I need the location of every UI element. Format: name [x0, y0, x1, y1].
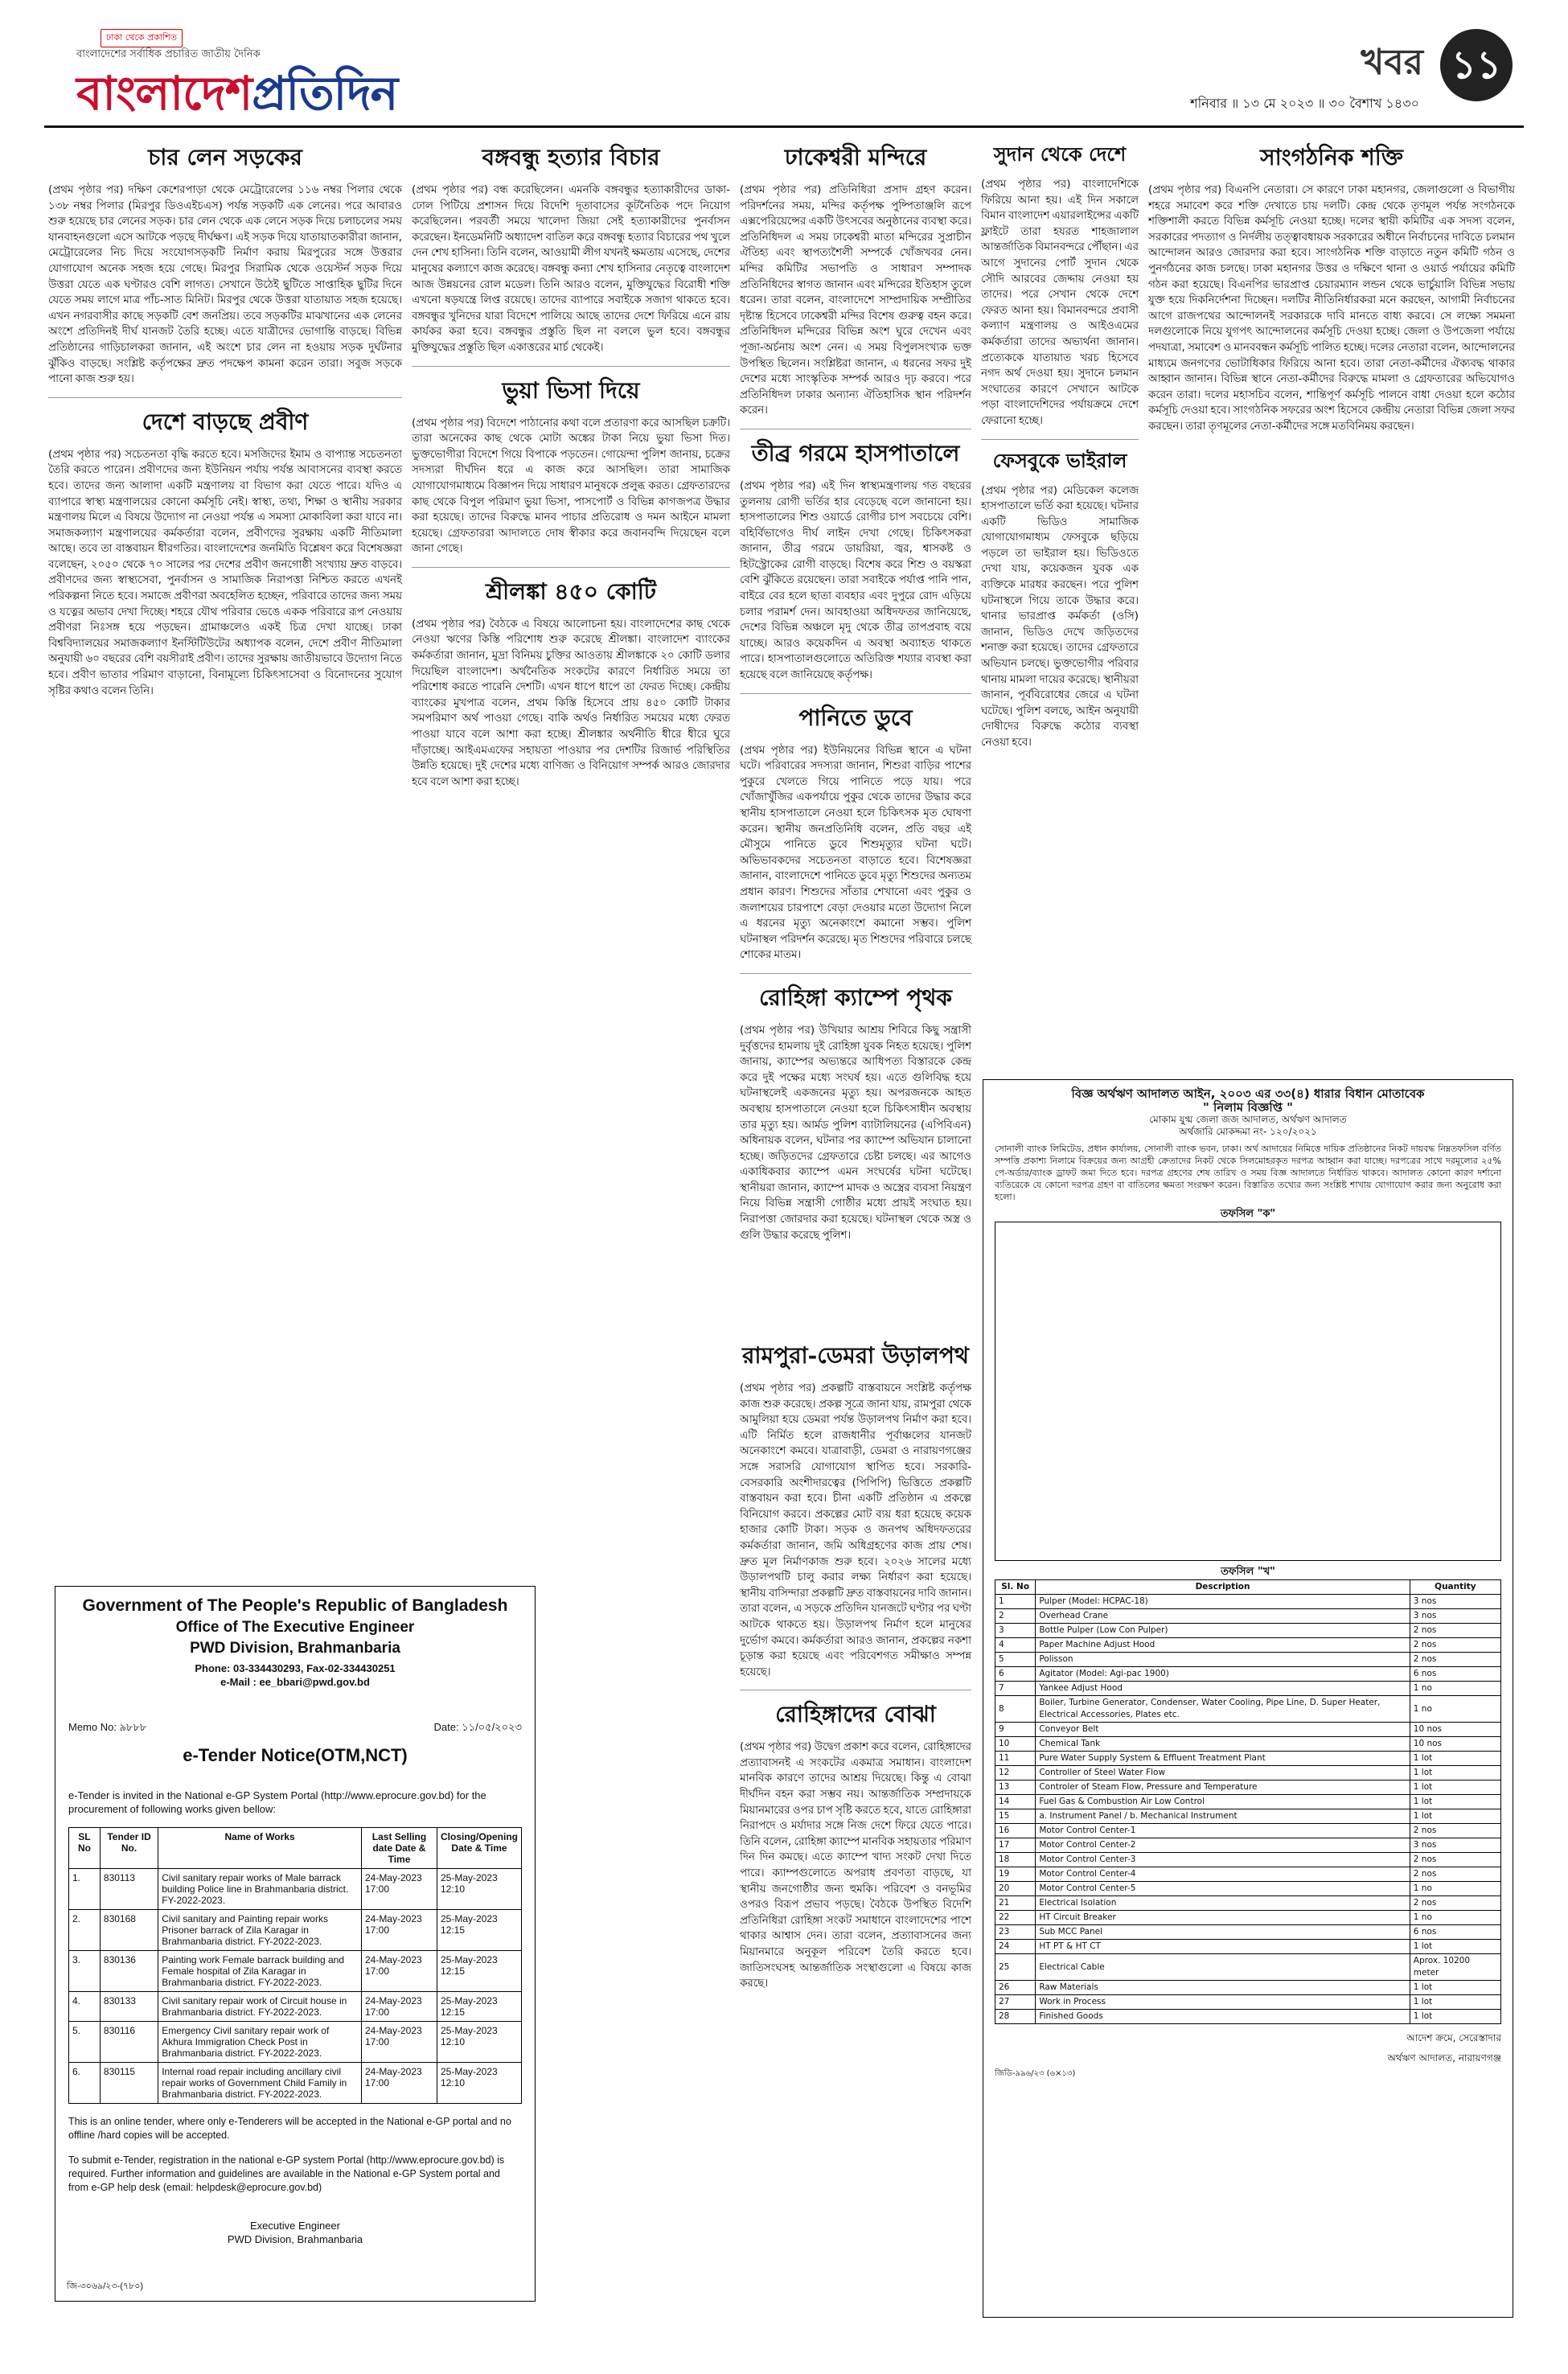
table-cell: Motor Control Center-4: [1036, 1867, 1410, 1882]
column-4: [981, 137, 1139, 761]
tender-note-2: To submit e-Tender, registration in the national e-GP system Portal (http://www.eprocure.gov.bd) is required. Further information and guidelines are available in the National e-GP System portal and from e-GP help desk (email: helpdesk@eprocure.gov.bd): [68, 2154, 505, 2193]
table-cell: 10 nos: [1410, 1737, 1500, 1752]
table-cell: 27: [995, 1995, 1036, 2010]
table-cell: 2 nos: [1410, 1624, 1500, 1638]
tender-email: e-Mail : ee_bbari@pwd.gov.bd: [220, 1676, 370, 1688]
table-cell: Controller of Steel Water Flow: [1036, 1766, 1410, 1780]
article-body: (প্রথম পৃষ্ঠার পর) বন্ধ করেছিলেন। এমনকি বঙ্গবন্ধুর হত্যাকারীদের ডাকা-ঢোল পিটিয়ে প্রশাসন দিয়ে বিদেশি দূতাবাসের কূটনৈতিক পদে নিয়োগ করেছিলেন। পরবর্তী সময়ে খালেদা জিয়া সেই হত্যাকারীদের পুনর্বাসন করেছেন। ইনডেমনিটি অধ্যাদেশ বাতিল করে বঙ্গবন্ধু হত্যার বিচারের পথ খুলে দেন শেখ হাসিনা। তিনি বলেন, আওয়ামী লীগ যখনই ক্ষমতায় এসেছে, দেশের মানুষের কল্যাণে কাজ করেছে। বঙ্গবন্ধু কন্যা শেখ হাসিনার নেতৃত্বে বাংলাদেশ আজ উন্নয়নের রোল মডেল। তিনি আরও বলেন, মুক্তিযুদ্ধের বিরোধী শক্তি এখনো ষড়যন্ত্রে লিপ্ত রয়েছে। তাদের ব্যাপারে সবাইকে সজাগ থাকতে হবে। বঙ্গবন্ধুর খুনিদের যারা বিদেশে পালিয়ে আছে তাদের দেশে ফিরিয়ে এনে রায় কার্যকর করা হবে। বঙ্গবন্ধুর প্রস্তুতি ছিল না বললে ভুল হবে। বঙ্গবন্ধুর মুক্তিযুদ্ধের প্রস্তুতি ছিল একাত্তরের মার্চ থেকেই।: [412, 184, 730, 354]
auction-court: অর্থঋণ আদালত, নারায়ণগঞ্জ: [1387, 2052, 1501, 2064]
table-cell: 830133: [100, 1992, 158, 2022]
table-cell: 830168: [100, 1910, 158, 1951]
col-header: SL No: [69, 1828, 101, 1869]
table-cell: 24: [995, 1940, 1036, 1954]
table-cell: Motor Control Center-5: [1036, 1882, 1410, 1896]
auction-table-body: [995, 1595, 1501, 2024]
table-cell: 25-May-2023 12:15: [437, 1992, 521, 2022]
article-dhakeshwari: [740, 140, 971, 419]
table-cell: Paper Machine Adjust Hood: [1036, 1638, 1410, 1653]
col-header: Description: [1036, 1580, 1410, 1595]
article-four-lane: [48, 140, 402, 388]
table-cell: 14: [995, 1795, 1036, 1809]
tender-memo-row: [68, 1720, 522, 1737]
table-cell: 4.: [69, 1992, 101, 2022]
article-rampura: [740, 1338, 971, 1680]
table-cell: a. Instrument Panel / b. Mechanical Instrument: [1036, 1809, 1410, 1824]
table-cell: 1: [995, 1595, 1036, 1609]
table-cell: 25-May-2023 12:15: [437, 1910, 521, 1951]
table-cell: 20: [995, 1882, 1036, 1896]
table-row: [995, 1838, 1501, 1853]
article-body: (প্রথম পৃষ্ঠার পর) বৈঠকে এ বিষয়ে আলোচনা হয়। বাংলাদেশের কাছ থেকে নেওয়া ঋণের কিস্তি পরিশোধ শুরু করেছে শ্রীলঙ্কা। বাংলাদেশ ব্যাংকের কর্মকর্তারা জানান, মুদ্রা বিনিময় চুক্তির আওতায় শ্রীলঙ্কাকে ২০ কোটি ডলার দিয়েছিল বাংলাদেশ। অর্থনৈতিক সংকটের কারণে নির্ধারিত সময়ে তা পরিশোধ করতে পারেনি দেশটি। এখন ধাপে ধাপে তা ফেরত দিচ্ছে। কেন্দ্রীয় ব্যাংকের মুখপাত্র বলেন, প্রথম কিস্তি হিসেবে প্রায় ৪৫০ কোটি টাকার সমপরিমাণ অর্থ পাওয়া গেছে। বাকি অর্থও নির্ধারিত সময়ের মধ্যে ফেরত পাওয়া যাবে বলে আশা করা হচ্ছে। শ্রীলঙ্কার অর্থনীতি ধীরে ধীরে ঘুরে দাঁড়াচ্ছে। আইএমএফের সহায়তা পাওয়ার পর দেশটির রিজার্ভ পরিস্থিতির উন্নতি হয়েছে। দুই দেশের মধ্যে বাণিজ্য ও বিনিয়োগ সম্পর্ক আরও জোরদার হবে বলে আশা করা হচ্ছে।: [412, 618, 730, 788]
table-row: [995, 1737, 1501, 1752]
tender-office: Office of The Executive Engineer: [175, 1619, 415, 1636]
table-cell: Bottle Pulper (Low Con Pulper): [1036, 1624, 1410, 1638]
table-cell: 25-May-2023 12:10: [437, 1869, 521, 1910]
tender-signature: [68, 2219, 522, 2246]
table-cell: Boiler, Turbine Generator, Condenser, Water Cooling, Pipe Line, D. Super Heater, Electrical Accessories, Plates etc.: [1036, 1696, 1410, 1723]
table-cell: 830136: [100, 1951, 158, 1992]
table-cell: 24-May-2023 17:00: [361, 2063, 437, 2104]
table-cell: 25-May-2023 12:10: [437, 2022, 521, 2063]
table-cell: 6.: [69, 2063, 101, 2104]
auction-header-2: " নিলাম বিজ্ঞপ্তি ": [1202, 1100, 1293, 1115]
article-body: (প্রথম পৃষ্ঠার পর) প্রতিনিধিরা প্রসাদ গ্রহণ করেন। পরিদর্শনের সময়, মন্দির কর্তৃপক্ষ পুষ্পিতাঞ্জলি রূপে এক্সপেরিয়েন্সের একটি উৎসবের অনুষ্ঠানের ব্যবস্থা করে। প্রতিনিধিদল এ সময় ঢাকেশ্বরী মাতা মন্দিরের সুপ্রাচীন ঐতিহ্য এবং স্থাপত্যশৈলী সম্পর্কে খোঁজখবর নেন। মন্দির কমিটির সভাপতি ও সাধারণ সম্পাদক প্রতিনিধিদের স্বাগত জানান এবং মন্দিরের ইতিহাস তুলে ধরেন। তারা বলেন, বাংলাদেশে সাম্প্রদায়িক সম্প্রীতির দৃষ্টান্ত হিসেবে ঢাকেশ্বরী মন্দির বিশেষ গুরুত্ব বহন করে। প্রতিনিধিদল মন্দিরের বিভিন্ন অংশ ঘুরে দেখেন এবং পূজা-অর্চনায় অংশ নেন। এ সময় বিপুলসংখ্যক ভক্ত উপস্থিত ছিলেন। সংশ্লিষ্টরা জানান, এ ধরনের সফর দুই দেশের মধ্যে সাংস্কৃতিক সম্পর্ক আরও দৃঢ় করবে। পরে প্রতিনিধিদল ঢাকার অন্যান্য ঐতিহাসিক স্থান পরিদর্শন করেন।: [740, 184, 971, 417]
headline[interactable]: চার লেন সড়কের: [148, 144, 302, 170]
table-cell: 6: [995, 1667, 1036, 1682]
article-body: (প্রথম পৃষ্ঠার পর) বাংলাদেশিকে ফিরিয়ে আনা হয়। এই দিন সকালে বিমান বাংলাদেশ এয়ারলাইন্সের একটি ফ্লাইটে তারা হযরত শাহজালাল আন্তর্জাতিক বিমানবন্দরে পৌঁছান। এর আগে সুদানের পোর্ট সুদান থেকে সৌদি আরবের জেদ্দায় নেওয়া হয় তাদের। পরে সেখান থেকে দেশে ফেরত আনা হয়। বিমানবন্দরে প্রবাসী কল্যাণ মন্ত্রণালয় ও আইওএমের কর্মকর্তারা তাদের অভ্যর্থনা জানান। প্রত্যেককে যাতায়াত খরচ হিসেবে নগদ অর্থ দেওয়া হয়। সুদানে চলমান সংঘাতের কারণে সেখানে আটকে পড়া বাংলাদেশিদের পর্যায়ক্রমে দেশে ফেরানো হচ্ছে।: [981, 179, 1139, 427]
tender-table: [68, 1827, 522, 2104]
col-header: Tender ID No.: [100, 1828, 158, 1869]
table-row: [995, 1853, 1501, 1867]
table-cell: 1 no: [1410, 1682, 1500, 1696]
table-cell: 830115: [100, 2063, 158, 2104]
section-name: খবর: [1361, 42, 1423, 83]
table-cell: 24-May-2023 17:00: [361, 1869, 437, 1910]
table-row: [995, 1809, 1501, 1824]
table-cell: 24-May-2023 17:00: [361, 1910, 437, 1951]
column-1: [48, 137, 402, 709]
logo-subtitle: বাংলাদেশের সর্বাধিক প্রচারিত জাতীয় দৈনিক: [76, 48, 261, 60]
tender-note-1: This is an online tender, where only e-Tenderers will be accepted in the National e-GP portal and no offline /hard copies will be accepted.: [68, 2116, 511, 2141]
table-row: [995, 1795, 1501, 1809]
table-cell: 2 nos: [1410, 1638, 1500, 1653]
auction-code: জিডি-৯৯৬/২৩ (৬×১৩): [995, 2069, 1076, 2078]
table-cell: 1 no: [1410, 1882, 1500, 1896]
article-sri-lanka: [412, 574, 730, 791]
table-row: [995, 1696, 1501, 1723]
table-cell: 19: [995, 1867, 1036, 1882]
article-body: (প্রথম পৃষ্ঠার পর) উদ্বেগ প্রকাশ করে বলেন, রোহিঙ্গাদের প্রত্যাবাসনই এ সংকটের একমাত্র সমাধান। বাংলাদেশ মানবিক কারণে তাদের আশ্রয় দিয়েছে। কিন্তু এ বোঝা দীর্ঘদিন বহন করা সম্ভব নয়। আন্তর্জাতিক সম্প্রদায়কে মিয়ানমারের ওপর চাপ সৃষ্টি করতে হবে, যাতে রোহিঙ্গারা নিরাপদে ও মর্যাদার সঙ্গে নিজ দেশে ফিরে যেতে পারে। তিনি বলেন, রোহিঙ্গা ক্যাম্পে মানবিক সহায়তার পরিমাণ দিন দিন কমছে। এতে ক্যাম্পে খাদ্য সংকট দেখা দিতে পারে। ক্যাম্পগুলোতে অপরাধ প্রবণতা বাড়ছে, যা স্থানীয় জনগোষ্ঠীর জন্য হুমকি। পরিবেশ ও বনভূমির ওপরও বিরূপ প্রভাব পড়ছে। বৈঠকে উপস্থিত বিদেশি প্রতিনিধিরা রোহিঙ্গা সংকট সমাধানে বাংলাদেশের পাশে থাকার আশ্বাস দেন। তারা বলেন, প্রত্যাবাসনের জন্য মিয়ানমারে অনুকূল পরিবেশ তৈরি করতে হবে। জাতিসংঘসহ আন্তর্জাতিক সংস্থাগুলো এ বিষয়ে কাজ করছে।: [740, 1741, 971, 1990]
tender-memo: Memo No: ৯৮৮৮: [68, 1721, 147, 1733]
article-body: (প্রথম পৃষ্ঠার পর) প্রকল্পটি বাস্তবায়নে সংশ্লিষ্ট কর্তৃপক্ষ কাজ শুরু করেছে। প্রকল্প সূত্রে জানা যায়, রামপুরা থেকে আমুলিয়া হয়ে ডেমরা পর্যন্ত উড়ালপথ নির্মাণ করা হবে। এটি নির্মিত হলে রাজধানীর পূর্বাঞ্চলের যানজট অনেকাংশে কমবে। যাত্রাবাড়ী, ডেমরা ও নারায়ণগঞ্জের সঙ্গে সরাসরি যোগাযোগ স্থাপিত হবে। সরকারি-বেসরকারি অংশীদারত্বের (পিপিপি) ভিত্তিতে প্রকল্পটি বাস্তবায়ন করা হবে। চীনা একটি প্রতিষ্ঠান এ প্রকল্পে বিনিয়োগ করবে। প্রকল্পের মোট ব্যয় ধরা হয়েছে কয়েক হাজার কোটি টাকা। সড়ক ও জনপথ অধিদফতরের কর্মকর্তারা জানান, জমি অধিগ্রহণের কাজ প্রায় শেষ। দ্রুত মূল নির্মাণকাজ শুরু হবে। ২০২৬ সালের মধ্যে উড়ালপথটি চালু করার লক্ষ্য নির্ধারণ করা হয়েছে। স্থানীয় বাসিন্দারা প্রকল্পটি দ্রুত বাস্তবায়নের দাবি জানান। তারা বলেন, এ সড়কে প্রতিদিন যানজটে ঘণ্টার পর ঘণ্টা আটকে থাকতে হয়। উড়ালপথ নির্মাণ হলে মানুষের দুর্ভোগ কমবে। কর্মকর্তারা আরও জানান, প্রকল্পের নকশা চূড়ান্ত করা হয়েছে এবং পরিবেশগত সমীক্ষাও সম্পন্ন হয়েছে।: [740, 1382, 971, 1678]
table-row: [995, 1780, 1501, 1795]
table-row: [995, 1723, 1501, 1737]
newspaper-logo[interactable]: [76, 58, 397, 136]
table-cell: 1 lot: [1410, 1780, 1500, 1795]
schedule-a-box: [995, 1222, 1501, 1561]
table-cell: 3 nos: [1410, 1595, 1500, 1609]
table-cell: Finished Goods: [1036, 2010, 1410, 2024]
table-row: [995, 1882, 1501, 1896]
table-cell: Pure Water Supply System & Effluent Treatment Plant: [1036, 1752, 1410, 1766]
table-cell: Work in Process: [1036, 1995, 1410, 2010]
headline[interactable]: পানিতে ডুবে: [798, 704, 913, 731]
table-cell: Overhead Crane: [1036, 1609, 1410, 1624]
table-row: [995, 1940, 1501, 1954]
table-cell: 1 lot: [1410, 1995, 1500, 2010]
table-cell: 17: [995, 1838, 1036, 1853]
divider: [412, 567, 730, 568]
table-cell: Civil sanitary repair works of Male barrack building Police line in Brahmanbaria district. FY-2022-2023.: [158, 1869, 362, 1910]
table-cell: 2 nos: [1410, 1824, 1500, 1838]
schedule-b-title: তফসিল "খ": [1221, 1566, 1275, 1578]
table-cell: 25-May-2023 12:15: [437, 1951, 521, 1992]
auction-signature: আদেশ ক্রমে, সেরেস্তাদার: [1406, 2032, 1501, 2043]
table-row: [995, 1624, 1501, 1638]
dateline: শনিবার ॥ ১৩ মে ২০২৩ ॥ ৩০ বৈশাখ ১৪৩০: [1190, 96, 1419, 111]
divider: [48, 397, 402, 398]
table-cell: 24-May-2023 17:00: [361, 1951, 437, 1992]
auction-header-4: অর্থজারি মোকদ্দমা নং- ১২০/২০২১: [1179, 1126, 1317, 1137]
table-cell: Motor Control Center-3: [1036, 1853, 1410, 1867]
article-body: (প্রথম পৃষ্ঠার পর) উখিয়ার আশ্রয় শিবিরে কিছু সন্ত্রাসী দুর্বৃত্তদের হামলায় দুই রোহিঙ্গা যুবক নিহত হয়েছে। পুলিশ জানায়, ক্যাম্পের অভ্যন্তরে আধিপত্য বিস্তারকে কেন্দ্র করে দুই পক্ষের মধ্যে সংঘর্ষ হয়। এতে গুলিবিদ্ধ হয়ে ঘটনাস্থলেই একজনের মৃত্যু হয়। অপরজনকে আহত অবস্থায় হাসপাতালে নেওয়া হলে চিকিৎসাধীন অবস্থায় তার মৃত্যু হয়। আর্মড পুলিশ ব্যাটালিয়নের (এপিবিএন) অধিনায়ক বলেন, ঘটনার পর ক্যাম্পে অভিযান চালানো হচ্ছে। জড়িতদের গ্রেফতারে চেষ্টা চলছে। এর আগেও একাধিকবার ক্যাম্পে এমন সংঘর্ষের ঘটনা ঘটেছে। স্থানীয়রা জানান, ক্যাম্পে মাদক ও অস্ত্রের ব্যবসা নিয়ন্ত্রণ নিয়ে বিভিন্ন সন্ত্রাসী গোষ্ঠীর মধ্যে প্রায়ই সংঘাত হয়। নিরাপত্তা জোরদার করা হয়েছে। ঘটনাস্থল থেকে অস্ত্র ও গুলি উদ্ধার করেছে পুলিশ।: [740, 1024, 971, 1242]
headline[interactable]: ভুয়া ভিসা দিয়ে: [502, 376, 640, 404]
table-cell: 2 nos: [1410, 1853, 1500, 1867]
column-2: [412, 137, 730, 799]
headline[interactable]: ঢাকেশ্বরী মন্দিরে: [784, 144, 927, 170]
table-row: [995, 1896, 1501, 1911]
table-cell: 8: [995, 1696, 1036, 1723]
table-cell: 1 lot: [1410, 1809, 1500, 1824]
table-cell: Painting work Female barrack building and Female hospital of Zila Karagar in Brahmanbaria district. FY-2022-2023.: [158, 1951, 362, 1992]
article-body: (প্রথম পৃষ্ঠার পর) মেডিকেল কলেজ হাসপাতালে ভর্তি করা হয়েছে। ঘটনার একটি ভিডিও সামাজিক যোগাযোগমাধ্যম ফেসবুকে ছড়িয়ে পড়লে তা ভাইরাল হয়। ভিডিওতে দেখা যায়, কয়েকজন যুবক এক ব্যক্তিকে মারধর করছেন। পরে পুলিশ ঘটনাস্থলে গিয়ে তাকে উদ্ধার করে। থানার ভারপ্রাপ্ত কর্মকর্তা (ওসি) জানান, ভিডিও দেখে জড়িতদের শনাক্ত করা হয়েছে। তাদের গ্রেফতারে অভিযান চলছে। ভুক্তভোগীর পরিবার থানায় মামলা দায়ের করেছে। স্থানীয়রা জানান, পূর্ববিরোধের জেরে এ ঘটনা ঘটেছে। পুলিশ বলছে, আইন অনুযায়ী দোষীদের বিরুদ্ধে কঠোর ব্যবস্থা নেওয়া হবে।: [981, 484, 1139, 749]
table-row: [995, 1752, 1501, 1766]
divider: [412, 366, 730, 367]
table-cell: 2 nos: [1410, 1896, 1500, 1911]
article-body: (প্রথম পৃষ্ঠার পর) দক্ষিণ কেশেরপাড়া থেকে মেট্রোরেলের ১১৬ নম্বর পিলার থেকে ১৩৮ নম্বর পিলার (মিরপুর ডিওএইচএস) পর্যন্ত সড়কটি এক লেনের। পরে আবারও শুরু হয়েছে চার লেনের সড়ক। চার লেন থেকে এক লেনে সড়ক দিয়ে চলাচলের সময় যানবাহনগুলো এসে আটকে পড়ছে দীর্ঘক্ষণ। এই সড়ক দিয়ে যাতায়াতকারীরা জানান, মেট্রোরেলের নিচ দিয়ে সংযোগসড়কটি নির্মাণ করায় মিরপুরের সঙ্গে উত্তরার যোগাযোগ অনেক সহজ হয়ে গেছে। মিরপুর সিরামিক থেকে ওয়েস্টর্ন সড়ক দিয়ে উত্তরা যেতে এক ঘণ্টারও বেশি লাগত। সেখানে উঠেই ছুটিতে সাপ্তাহিক ছুটির দিনে যেতে সময় লাগে মাত্র পাঁচ-সাত মিনিট। মিরপুর থেকে উত্তরা যাতায়াত সহজ হয়েছে। এখন নগরবাসীর কাছে সড়কটি বেশ জনপ্রিয়। তবে সড়কটির মাঝখানের এক লেনের অংশে প্রতিদিনই দীর্ঘ যানজট তৈরি হচ্ছে। এতে যাত্রীদের ভোগান্তি বাড়ছে। বিভিন্ন প্রতিষ্ঠানের গাড়িচালকরা জানান, এই অংশে চার লেন না হওয়ায় সড়ক দুর্ঘটনার ঝুঁকিও বাড়ছে। সংশ্লিষ্ট কর্তৃপক্ষের দ্রুত পদক্ষেপ কামনা করেন তারা। সবুজ সড়কে পানো কাজ শুরু হয়।: [48, 184, 402, 386]
table-cell: 830116: [100, 2022, 158, 2063]
table-cell: Conveyor Belt: [1036, 1723, 1410, 1737]
headline[interactable]: রামপুরা-ডেমরা উড়ালপথ: [742, 1342, 969, 1369]
col-header: Sl. No: [995, 1580, 1036, 1595]
table-cell: Electrical Cable: [1036, 1954, 1410, 1981]
divider: [740, 973, 971, 974]
table-cell: 1.: [69, 1869, 101, 1910]
logo-part1: বাংলাদেশ: [76, 66, 252, 121]
tender-title: e-Tender Notice(OTM,NCT): [183, 1745, 408, 1765]
tender-code: জি-৩০৬৯/২৩-(৭৮০): [67, 2282, 144, 2291]
col-header: Closing/Opening Date & Time: [437, 1828, 521, 1869]
table-cell: 6 nos: [1410, 1925, 1500, 1940]
table-cell: Emergency Civil sanitary repair work of Akhura Immigration Check Post in Brahmanbaria district. FY-2022-2023.: [158, 2022, 362, 2063]
table-cell: Raw Materials: [1036, 1981, 1410, 1995]
table-cell: Internal road repair including ancillary civil repair works of Government Child Family in Brahmanbaria district. FY-2022-2023.: [158, 2063, 362, 2104]
col-header: Name of Works: [158, 1828, 362, 1869]
headline[interactable]: তীব্র গরমে হাসপাতালে: [751, 439, 960, 466]
table-cell: 4: [995, 1638, 1036, 1653]
table-cell: 22: [995, 1911, 1036, 1925]
table-cell: 1 lot: [1410, 2010, 1500, 2024]
sign-line-2: PWD Division, Brahmanbaria: [227, 2233, 363, 2245]
table-row: [69, 1869, 522, 1910]
table-row: [995, 1595, 1501, 1609]
tender-intro: e-Tender is invited in the National e-GP System Portal (http://www.eprocure.gov.bd) for the procurement of following works given bellow:: [68, 1789, 486, 1815]
headline[interactable]: শ্রীলঙ্কা ৪৫০ কোটি: [485, 577, 656, 605]
table-cell: 1 lot: [1410, 1766, 1500, 1780]
table-row: [995, 1609, 1501, 1624]
article-rohingya-burden: [740, 1697, 971, 1992]
table-cell: Sub MCC Panel: [1036, 1925, 1410, 1940]
table-cell: 26: [995, 1981, 1036, 1995]
table-cell: 28: [995, 2010, 1036, 2024]
table-cell: Civil sanitary repair work of Circuit house in Brahmanbaria district. FY-2022-2023.: [158, 1992, 362, 2022]
tender-division: PWD Division, Brahmanbaria: [190, 1640, 400, 1657]
table-cell: 16: [995, 1824, 1036, 1838]
table-cell: 25: [995, 1954, 1036, 1981]
table-row: [995, 1911, 1501, 1925]
table-row: [995, 1925, 1501, 1940]
table-cell: 12: [995, 1766, 1036, 1780]
article-india-visa: [412, 373, 730, 557]
table-row: [995, 1766, 1501, 1780]
table-cell: 10: [995, 1737, 1036, 1752]
article-body: (প্রথম পৃষ্ঠার পর) সচেতনতা বৃদ্ধি করতে হবে। মসজিদের ইমাম ও বাপ্যান্ত সচেতনতা তৈরি করতে পারেন। প্রবীণদের জন্য ইউনিয়ন পর্যায় পর্যন্ত আবাসনের ব্যবস্থা করতে হবে। তাদের জন্য আলাদা একটি মন্ত্রণালয় বা বিভাগ করা যেতে পারে। যদিও এ ব্যাপারে স্বাস্থ্য মন্ত্রণালয়ের কোনো কর্মসূচি নেই। স্বাস্থ্য, তথ্য, শিক্ষা ও স্থানীয় সরকার মন্ত্রণালয় মিলে এ বিষয়ে উদ্যোগ না নেওয়া পর্যন্ত এ সমস্যা মোকাবিলা করা যাবে না। সমাজকল্যাণ মন্ত্রণালয়ের কর্মকর্তারা বলেন, প্রবীণদের সুরক্ষায় একটি নীতিমালা আছে। তবে তা বাস্তবায়ন ধীরগতির। বাংলাদেশের জনমিতি বিশ্লেষণ করে বিশেষজ্ঞরা বলেছেন, ২০৫০ থেকে ৭০ সালের পর দেশের প্রবীণ জনগোষ্ঠী সংখ্যায় দ্রুত বাড়বে। প্রবীণদের জন্য স্বাস্থ্যসেবা, পুনর্বাসন ও সামাজিক নিরাপত্তা নিশ্চিত করতে এখনই পরিকল্পনা নিতে হবে। সমাজে প্রবীণরা অবহেলিত হচ্ছেন, পরিবারে তাদের জন্য সময় ও যত্নের অভাব দেখা দিচ্ছে। শহরে যৌথ পরিবার ভেঙে একক পরিবারে রূপ নেওয়ায় প্রবীণরা নিঃসঙ্গ হয়ে পড়ছেন। গ্রামাঞ্চলেও একই চিত্র দেখা যাচ্ছে। ঢাকা বিশ্ববিদ্যালয়ের সমাজকল্যাণ ইনস্টিটিউটের অধ্যাপক বলেন, দেশে প্রবীণ নীতিমালা অনুযায়ী ৬০ বছরের বেশি বয়সীরাই প্রবীণ। তাদের সুরক্ষায় জাতীয়ভাবে উদ্যোগ নিতে হবে। প্রবীণ ভাতার পরিমাণ বাড়ানো, বিনামূল্যে চিকিৎসাসেবা ও বিনোদনের সুযোগ সৃষ্টির কথাও বলেন তিনি।: [48, 448, 402, 697]
headline[interactable]: সুদান থেকে দেশে: [993, 142, 1127, 166]
table-cell: 3.: [69, 1951, 101, 1992]
col-header: Quantity: [1410, 1580, 1500, 1595]
table-cell: Agitator (Model: Agi-pac 1900): [1036, 1667, 1410, 1682]
article-body: (প্রথম পৃষ্ঠার পর) বিদেশে পাঠানোর কথা বলে প্রতারণা করে আসছিল চক্রটি। তারা অনেকের কাছ থেকে মোটা অঙ্কের টাকা নিয়ে ভুয়া ভিসা দিত। ভুক্তভোগীরা বিদেশে গিয়ে বিপাকে পড়তেন। গোয়েন্দা পুলিশ জানায়, চক্রের সদস্যরা দীর্ঘদিন ধরে এ কাজ করে আসছিল। তারা সামাজিক যোগাযোগমাধ্যমে বিজ্ঞাপন দিয়ে সাধারণ মানুষকে প্রলুব্ধ করত। গ্রেফতারদের কাছ থেকে বিপুল পরিমাণ ভুয়া ভিসা, পাসপোর্ট ও বিভিন্ন কাগজপত্র উদ্ধার করা হয়েছে। তাদের বিরুদ্ধে মানব পাচার প্রতিরোধ ও দমন আইনে মামলা হয়েছে। গ্রেফতাররা আদালতে দোষ স্বীকার করে জবানবন্দি দিয়েছেন বলে জানা গেছে।: [412, 417, 730, 556]
table-cell: 830113: [100, 1869, 158, 1910]
table-cell: HT Circuit Breaker: [1036, 1911, 1410, 1925]
table-row: [995, 1867, 1501, 1882]
masthead-rule: [44, 125, 1524, 128]
column-3: [740, 137, 971, 1253]
auction-body: সোনালী ব্যাংক লিমিটেড, প্রধান কার্যালয়, সোনালী ব্যাংক ভবন, ঢাকা। অর্থ আদায়ের নিমিত্তে দায়িক প্রতিষ্ঠানের নিকট দায়বদ্ধ নিম্নতফসিল বর্ণিত সম্পত্তি প্রকাশ্য নিলামে বিক্রয়ের জন্য আগ্রহী ক্রেতাদের নিকট থেকে সিলমোহরকৃত দরপত্র আহ্বান করা যাচ্ছে। দরপত্রের সাথে দরমূল্যের ২৫% পে-অর্ডার/ব্যাংক ড্রাফট জমা দিতে হবে। দরপত্র গ্রহণের শেষ তারিখ ও সময় বিজ্ঞ আদালতে নির্ধারিত থাকবে। আদালত কোনো কারণ দর্শানো ব্যতিরেকে যে কোনো দরপত্র গ্রহণ বা বাতিলের ক্ষমতা সংরক্ষণ করেন। বিস্তারিত তথ্যের জন্য সংশ্লিষ্ট শাখায় যোগাযোগ করার জন্য অনুরোধ করা হলো।: [995, 1144, 1501, 1202]
logo-part2: প্রতিদিন: [252, 66, 398, 121]
article-from-sudan: [981, 140, 1139, 429]
table-cell: 7: [995, 1682, 1036, 1696]
table-row: [995, 1995, 1501, 2010]
table-cell: Pulper (Model: HCPAC-18): [1036, 1595, 1410, 1609]
tender-gov: Government of The People's Republic of Bangladesh: [82, 1596, 508, 1615]
table-row: [995, 1667, 1501, 1682]
article-facebook-viral: [981, 446, 1139, 751]
table-row: [995, 1682, 1501, 1696]
table-cell: 1 lot: [1410, 1752, 1500, 1766]
col-header: Last Selling date Date & Time: [361, 1828, 437, 1869]
auction-header-3: মোকাম যুগ্ম জেলা জজ আদালত, অর্থঋণ আদালত: [1149, 1114, 1347, 1125]
article-heat: [740, 436, 971, 684]
table-row: [69, 1951, 522, 1992]
article-rohingya-camp: [740, 980, 971, 1243]
headline[interactable]: দেশে বাড়ছে প্রবীণ: [142, 408, 309, 435]
table-cell: Polisson: [1036, 1653, 1410, 1667]
table-cell: Aprox. 10200 meter: [1410, 1954, 1500, 1981]
table-row: [995, 1824, 1501, 1838]
table-cell: 13: [995, 1780, 1036, 1795]
article-water: [740, 700, 971, 963]
logo-tag: ঢাকা থেকে প্রকাশিত: [101, 29, 183, 47]
article-elderly: [48, 405, 402, 700]
table-cell: Controler of Steam Flow, Pressure and Temperature: [1036, 1780, 1410, 1795]
article-body: (প্রথম পৃষ্ঠার পর) বিএনপি নেতারা। সে কারণে ঢাকা মহানগর, জেলাগুলো ও বিভাগীয় শহরে সমাবেশ করে শক্তি দেখাতে চায় দলটি। কেন্দ্র থেকে তৃণমূল পর্যন্ত সংগঠনকে শক্তিশালী করতে বিভিন্ন কর্মসূচি নেওয়া হচ্ছে। দলের স্থায়ী কমিটির এক সদস্য বলেন, সরকারের পদত্যাগ ও নির্দলীয় তত্ত্বাবধায়ক সরকারের অধীনে নির্বাচনের দাবিতে চলমান আন্দোলন আরও জোরদার করা হবে। সাংগঠনিক শক্তি বাড়াতে নতুন কমিটি গঠন ও পুনর্গঠনের কাজ চলছে। ঢাকা মহানগর উত্তর ও দক্ষিণে থানা ও ওয়ার্ড পর্যায়ের কমিটি গঠন করা হয়েছে। বিএনপির ভারপ্রাপ্ত চেয়ারম্যান লন্ডন থেকে ভার্চুয়ালি বিভিন্ন সভায় যুক্ত হয়ে দিকনির্দেশনা দিচ্ছেন। দলটির নীতিনির্ধারকরা মনে করছেন, আগামী নির্বাচনের আগে রাজপথের আন্দোলনই সরকারকে দাবি মানতে বাধ্য করবে। সে লক্ষ্যে সমমনা দলগুলোকে নিয়ে যুগপৎ আন্দোলনের কর্মসূচি দেওয়া হচ্ছে। জেলা ও উপজেলা পর্যায়ে পদযাত্রা, সমাবেশ ও মানববন্ধন কর্মসূচি পালিত হচ্ছে। দলের নেতারা বলেন, আন্দোলনের মাধ্যমে জনগণের ভোটাধিকার ফিরিয়ে আনা হবে। তারা নেতা-কর্মীদের ঐক্যবদ্ধ থাকার আহ্বান জানান। বিভিন্ন স্থানে নেতা-কর্মীদের বিরুদ্ধে মামলা ও গ্রেফতারের অভিযোগও করেন তারা। দলের মহাসচিব বলেন, শান্তিপূর্ণ কর্মসূচি পালনে বাধা দেওয়া হলে কঠোর কর্মসূচি দেওয়া হবে। সাংগঠনিক সফরের অংশ হিসেবে কেন্দ্রীয় নেতারা বিভিন্ন জেলা সফর করছেন। তারা তৃণমূলের নেতা-কর্মীদের সঙ্গে মতবিনিময় করছেন।: [1148, 184, 1515, 433]
article-organizational: [1148, 140, 1515, 435]
article-bangabandhu: [412, 140, 730, 356]
table-cell: 5: [995, 1653, 1036, 1667]
table-cell: 3: [995, 1624, 1036, 1638]
table-cell: 15: [995, 1809, 1036, 1824]
table-cell: 1 lot: [1410, 1981, 1500, 1995]
auction-items-table: [995, 1579, 1501, 2024]
page-number-badge: ১১: [1440, 29, 1513, 101]
table-cell: 1 lot: [1410, 1795, 1500, 1809]
table-row: [995, 1981, 1501, 1995]
table-cell: 25-May-2023 12:10: [437, 2063, 521, 2104]
table-row: [69, 1910, 522, 1951]
table-cell: 24-May-2023 17:00: [361, 1992, 437, 2022]
headline[interactable]: সাংগঠনিক শক্তি: [1260, 144, 1403, 170]
table-cell: 2 nos: [1410, 1653, 1500, 1667]
table-cell: 2.: [69, 1910, 101, 1951]
headline[interactable]: রোহিঙ্গাদের বোঝা: [775, 1701, 936, 1728]
divider: [740, 693, 971, 694]
table-cell: 2: [995, 1609, 1036, 1624]
table-cell: 1 no: [1410, 1911, 1500, 1925]
headline[interactable]: ফেসবুকে ভাইরাল: [992, 448, 1127, 472]
table-cell: 18: [995, 1853, 1036, 1867]
table-cell: Motor Control Center-1: [1036, 1824, 1410, 1838]
table-cell: 3 nos: [1410, 1609, 1500, 1624]
table-row: [69, 2022, 522, 2063]
table-cell: Motor Control Center-2: [1036, 1838, 1410, 1853]
schedule-a-title: তফসিল "ক": [1220, 1208, 1276, 1220]
table-row: [69, 2063, 522, 2104]
tender-phone: Phone: 03-334430293, Fax-02-334430251: [195, 1662, 396, 1674]
article-body: (প্রথম পৃষ্ঠার পর) এই দিন স্বাস্থ্যমন্ত্রণালয় গত বছরের তুলনায় রোগী ভর্তির হার বেড়েছে বলে জানানো হয়। হাসপাতালের শিশু ওয়ার্ডে রোগীর চাপ সবচেয়ে বেশি। বহির্বিভাগেও দীর্ঘ লাইন দেখা গেছে। চিকিৎসকরা জানান, তীব্র গরমে ডায়রিয়া, জ্বর, শ্বাসকষ্ট ও হিটস্ট্রোকের রোগী বাড়ছে। বিশেষ করে শিশু ও বয়স্করা বেশি ঝুঁকিতে রয়েছেন। তারা সবাইকে পর্যাপ্ত পানি পান, বাইরে বের হলে ছাতা ব্যবহার এবং দুপুরে রোদ এড়িয়ে চলার পরামর্শ দেন। আবহাওয়া অধিদফতর জানিয়েছে, দেশের বিভিন্ন অঞ্চলে মৃদু থেকে তীব্র তাপপ্রবাহ বয়ে যাচ্ছে। আরও কয়েকদিন এ অবস্থা অব্যাহত থাকতে পারে। হাসপাতালগুলোতে অতিরিক্ত শয্যার ব্যবস্থা করা হয়েছে বলে জানিয়েছে কর্তৃপক্ষ।: [740, 479, 971, 682]
table-cell: 9: [995, 1723, 1036, 1737]
table-cell: 10 nos: [1410, 1723, 1500, 1737]
table-cell: Fuel Gas & Combustion Air Low Control: [1036, 1795, 1410, 1809]
table-cell: 1 no: [1410, 1696, 1500, 1723]
table-row: [995, 1954, 1501, 1981]
divider: [981, 439, 1139, 440]
auction-header-1: বিজ্ঞ অর্থঋণ আদালত আইন, ২০০৩ এর ৩৩(৪) ধারার বিধান মোতাবেক: [1071, 1086, 1425, 1101]
masthead: [44, 24, 1524, 125]
table-cell: 6 nos: [1410, 1667, 1500, 1682]
article-body: (প্রথম পৃষ্ঠার পর) ইউনিয়নের বিভিন্ন স্থানে এ ঘটনা ঘটে। পরিবারের সদস্যরা জানান, শিশুরা বাড়ির পাশের পুকুরে খেলতে গিয়ে পানিতে পড়ে যায়। পরে খোঁজাখুঁজির একপর্যায়ে পুকুর থেকে তাদের উদ্ধার করে স্থানীয় হাসপাতালে নেওয়া হলে চিকিৎসক মৃত ঘোষণা করেন। স্থানীয় জনপ্রতিনিধি বলেন, প্রতি বছর এই মৌসুমে পানিতে ডুবে শিশুমৃত্যুর ঘটনা ঘটে। অভিভাবকদের সচেতনতা বাড়াতে হবে। বিশেষজ্ঞরা জানান, বাংলাদেশে পানিতে ডুবে মৃত্যু শিশুদের অন্যতম প্রধান কারণ। শিশুদের সাঁতার শেখানো এবং পুকুর ও জলাশয়ের চারপাশে বেড়া দেওয়ার মতো উদ্যোগ নিলে এ ধরনের মৃত্যু অনেকাংশে কমানো সম্ভব। পুলিশ ঘটনাস্থল পরিদর্শন করেছে। মৃত শিশুদের পরিবারে চলছে শোকের মাতম।: [740, 744, 971, 962]
tender-date: Date: ১১/০৫/২০২৩: [433, 1721, 522, 1733]
table-cell: 23: [995, 1925, 1036, 1940]
sign-line-1: Executive Engineer: [249, 2220, 340, 2232]
table-row: [995, 2010, 1501, 2024]
table-cell: 3 nos: [1410, 1838, 1500, 1853]
column-3-bottom: [740, 1335, 971, 2002]
table-row: [995, 1653, 1501, 1667]
table-cell: 24-May-2023 17:00: [361, 2022, 437, 2063]
table-row: [995, 1638, 1501, 1653]
headline[interactable]: রোহিঙ্গা ক্যাম্পে পৃথক: [758, 984, 953, 1011]
column-5: [1148, 137, 1515, 445]
headline[interactable]: বঙ্গবন্ধু হত্যার বিচার: [482, 144, 660, 170]
table-cell: 21: [995, 1896, 1036, 1911]
table-cell: 1 lot: [1410, 1940, 1500, 1954]
tender-table-body: [69, 1869, 522, 2104]
table-cell: HT PT & HT CT: [1036, 1940, 1410, 1954]
table-cell: 11: [995, 1752, 1036, 1766]
table-cell: Civil sanitary and Painting repair works Prisoner barrack of Zila Karagar in Brahmanbaria district. FY-2022-2023.: [158, 1910, 362, 1951]
table-row: [69, 1992, 522, 2022]
table-cell: Yankee Adjust Hood: [1036, 1682, 1410, 1696]
auction-notice: [983, 1079, 1513, 2318]
table-cell: 2 nos: [1410, 1867, 1500, 1882]
table-cell: Electrical Isolation: [1036, 1896, 1410, 1911]
table-cell: Chemical Tank: [1036, 1737, 1410, 1752]
tender-notice: [55, 1586, 536, 2302]
table-cell: 5.: [69, 2022, 101, 2063]
